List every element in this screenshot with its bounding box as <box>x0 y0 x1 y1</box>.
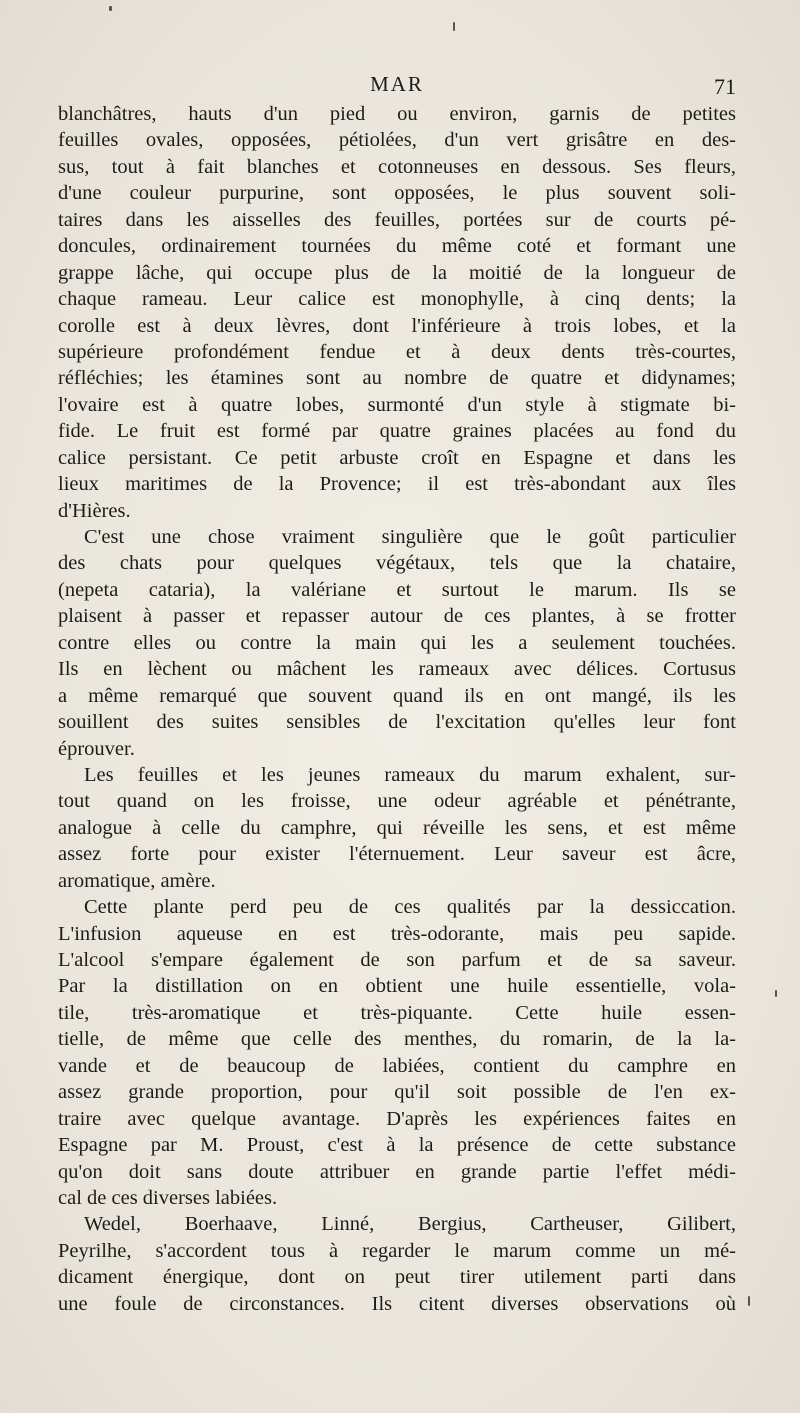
text-line: tielle, de même que celle des menthes, du romarin, de la la- <box>58 1028 736 1051</box>
text-line: taires dans les aisselles des feuilles, portées sur de courts pé- <box>58 208 736 231</box>
text-line: éprouver. <box>58 737 135 760</box>
text-line: analogue à celle du camphre, qui réveille les sens, et est même <box>58 816 736 839</box>
text-line: corolle est à deux lèvres, dont l'inférieure à trois lobes, et la <box>58 314 736 337</box>
text-line: plaisent à passer et repasser autour de ces plantes, à se frotter <box>58 605 736 628</box>
text-line: tile, très-aromatique et très-piquante. Cette huile essen- <box>58 1001 736 1024</box>
text-line: sus, tout à fait blanches et cotonneuses en dessous. Ses fleurs, <box>58 155 736 178</box>
text-line: assez grande proportion, pour qu'il soit possible de l'en ex- <box>58 1081 736 1104</box>
text-line: Espagne par M. Proust, c'est à la présence de cette substance <box>58 1134 736 1157</box>
text-line: des chats pour quelques végétaux, tels que la chataire, <box>58 552 736 575</box>
text-line: l'ovaire est à quatre lobes, surmonté d'un style à stigmate bi- <box>58 393 736 416</box>
text-line: vande et de beaucoup de labiées, contient du camphre en <box>58 1054 736 1077</box>
text-line: d'une couleur purpurine, sont opposées, le plus souvent soli- <box>58 182 736 205</box>
text-line: chaque rameau. Leur calice est monophylle, à cinq dents; la <box>58 288 736 311</box>
text-line: grappe lâche, qui occupe plus de la moitié de la longueur de <box>58 261 736 284</box>
text-line: C'est une chose vraiment singulière que le goût particulier <box>84 526 736 548</box>
text-line: Les feuilles et les jeunes rameaux du marum exhalent, sur- <box>84 763 736 786</box>
text-line: souillent des suites sensibles de l'excitation qu'elles leur font <box>58 711 736 734</box>
text-line: traire avec quelque avantage. D'après les expériences faites en <box>58 1107 736 1130</box>
text-line: supérieure profondément fendue et à deux dents très-courtes, <box>58 340 736 363</box>
text-line: blanchâtres, hauts d'un pied ou environ, garnis de petites <box>58 103 736 125</box>
text-line: L'infusion aqueuse en est très-odorante, mais peu sapide. <box>58 922 736 945</box>
text-line: Peyrilhe, s'accordent tous à regarder le marum comme un mé- <box>58 1239 736 1262</box>
text-line: cal de ces diverses labiées. <box>58 1186 278 1209</box>
text-line: Cette plante perd peu de ces qualités par la dessiccation. <box>84 896 736 919</box>
text-line: doncules, ordinairement tournées du même coté et formant une <box>58 235 736 258</box>
text-line: tout quand on les froisse, une odeur agréable et pénétrante, <box>58 790 736 813</box>
ink-speck <box>109 6 112 11</box>
text-line: lieux maritimes de la Provence; il est très-abondant aux îles <box>58 473 736 496</box>
text-line: d'Hières. <box>58 499 131 522</box>
text-line: contre elles ou contre la main qui les a seulement touchées. <box>58 631 736 654</box>
ink-speck <box>748 1296 750 1306</box>
body-text <box>58 101 736 1317</box>
text-line: fide. Le fruit est formé par quatre graines placées au fond du <box>58 420 736 443</box>
text-line: calice persistant. Ce petit arbuste croît en Espagne et dans les <box>58 446 736 469</box>
text-line: réfléchies; les étamines sont au nombre de quatre et didynames; <box>58 367 736 390</box>
text-line: feuilles ovales, opposées, pétiolées, d'un vert grisâtre en des- <box>58 129 736 152</box>
text-line: aromatique, amère. <box>58 869 216 892</box>
text-line: L'alcool s'empare également de son parfum et de sa saveur. <box>58 949 736 971</box>
running-head: MAR <box>370 72 424 96</box>
text-line: assez forte pour exister l'éternuement. Leur saveur est âcre, <box>58 843 736 866</box>
ink-speck <box>453 22 455 31</box>
ink-speck <box>775 990 777 997</box>
page-number: 71 <box>714 74 736 99</box>
text-line: dicament énergique, dont on peut tirer utilement parti dans <box>58 1266 736 1289</box>
text-line: Wedel, Boerhaave, Linné, Bergius, Cartheuser, Gilibert, <box>84 1213 736 1236</box>
text-line: a même remarqué que souvent quand ils en ont mangé, ils les <box>58 684 736 707</box>
text-line: (nepeta cataria), la valériane et surtout le marum. Ils se <box>58 578 736 601</box>
text-line: qu'on doit sans doute attribuer en grande partie l'effet médi- <box>58 1160 736 1183</box>
text-line: une foule de circonstances. Ils citent diverses observations où <box>58 1292 736 1315</box>
page-header <box>58 72 736 104</box>
text-line: Par la distillation on en obtient une huile essentielle, vola- <box>58 975 736 998</box>
text-line: Ils en lèchent ou mâchent les rameaux avec délices. Cortusus <box>58 658 736 681</box>
